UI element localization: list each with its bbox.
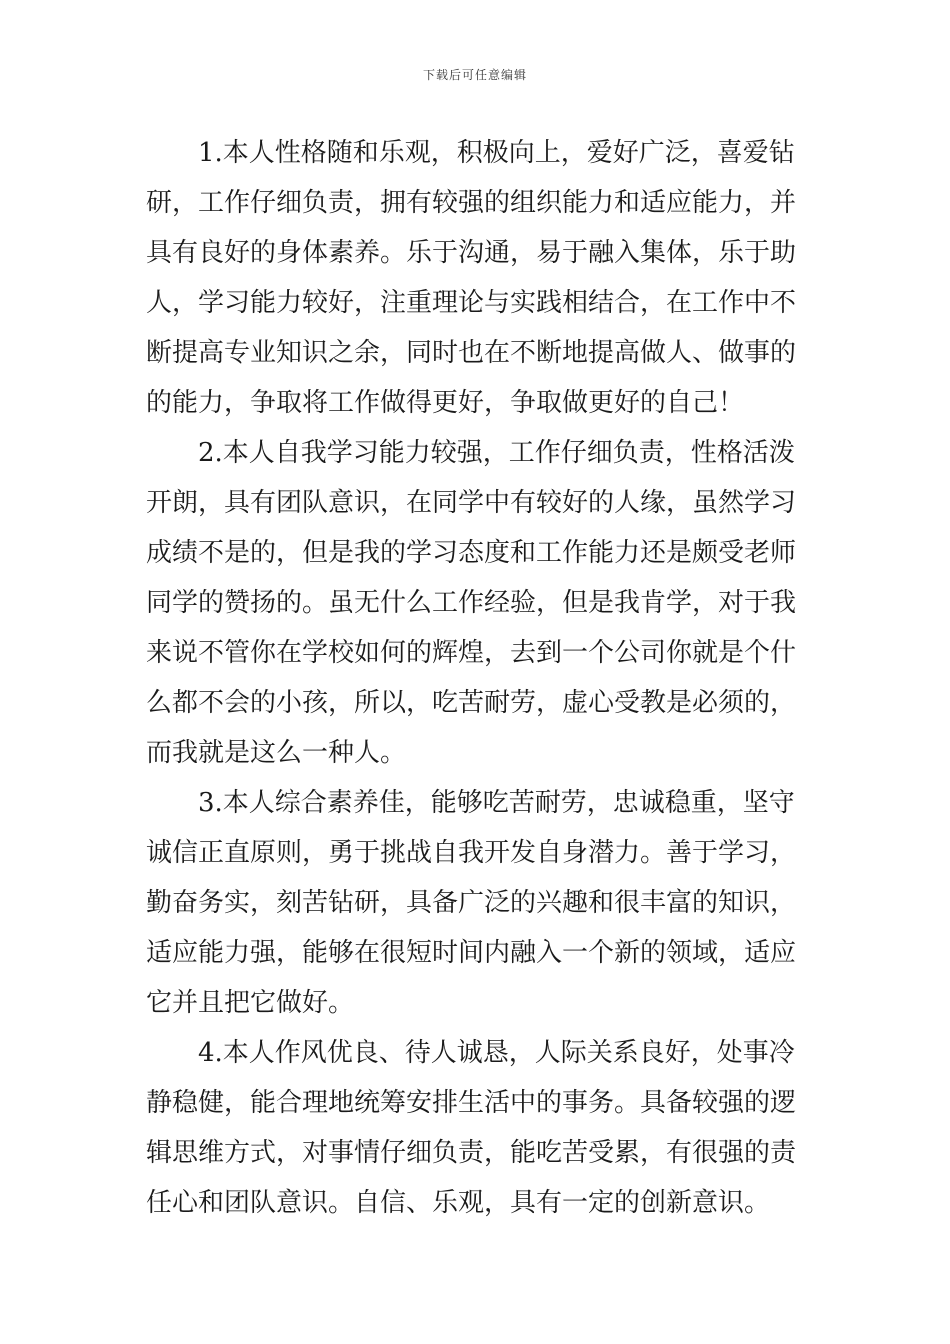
text-line: 适应能力强，能够在很短时间内融入一个新的领域，适应 [146,938,797,968]
text-line: 3.本人综合素养佳，能够吃苦耐劳，忠诚稳重，坚守 [198,788,795,818]
page-header-note: 下载后可任意编辑 [422,68,527,82]
text-line: 断提高专业知识之余，同时也在不断地提高做人、做事的 [146,338,797,368]
text-line: 1.本人性格随和乐观，积极向上，爱好广泛，喜爱钻 [198,138,795,168]
text-line: 研，工作仔细负责，拥有较强的组织能力和适应能力，并 [146,188,797,218]
text-line: 静稳健，能合理地统筹安排生活中的事务。具备较强的逻 [146,1088,797,1118]
text-line: 勤奋务实，刻苦钻研，具备广泛的兴趣和很丰富的知识， [146,888,797,918]
text-line: 辑思维方式，对事情仔细负责，能吃苦受累，有很强的责 [146,1138,797,1168]
text-line: 4.本人作风优良、待人诚恳，人际关系良好，处事冷 [198,1038,795,1068]
text-line: 任心和团队意识。自信、乐观，具有一定的创新意识。 [146,1188,771,1218]
paragraph-3 [146,778,808,1028]
text-line: 开朗，具有团队意识，在同学中有较好的人缘，虽然学习 [146,488,797,518]
text-line: 的能力，争取将工作做得更好，争取做更好的自己！ [146,388,745,418]
paragraph-1 [146,128,808,428]
text-line: 它并且把它做好。 [146,988,355,1018]
paragraph-4 [146,1028,808,1228]
text-line: 诚信正直原则，勇于挑战自我开发自身潜力。善于学习， [146,838,797,868]
text-line: 么都不会的小孩，所以，吃苦耐劳，虚心受教是必须的， [146,688,797,718]
text-line: 2.本人自我学习能力较强，工作仔细负责，性格活泼 [198,438,795,468]
text-line: 成绩不是的，但是我的学习态度和工作能力还是颇受老师 [146,538,797,568]
text-line: 具有良好的身体素养。乐于沟通，易于融入集体，乐于助 [146,238,797,268]
text-line: 同学的赞扬的。虽无什么工作经验，但是我肯学，对于我 [146,588,797,618]
document-body [146,128,808,1228]
text-line: 人，学习能力较好，注重理论与实践相结合，在工作中不 [146,288,797,318]
text-line: 来说不管你在学校如何的辉煌，去到一个公司你就是个什 [146,638,797,668]
paragraph-2 [146,428,808,778]
text-line: 而我就是这么一种人。 [146,738,407,768]
